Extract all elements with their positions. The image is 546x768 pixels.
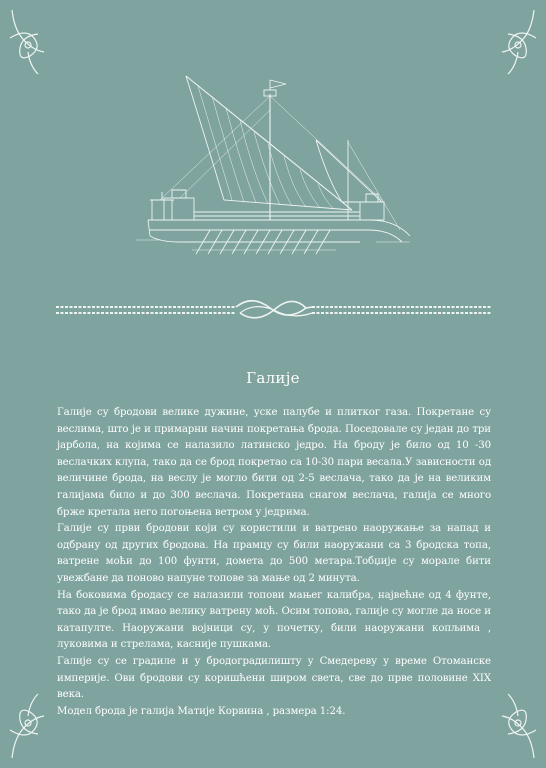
paragraph: Галије су се градиле и у бродоградилишту у Смедереву у време Отоманске империје. Ови бродови су коришћени широм света, све до прве половине XIX века. [57,655,491,701]
page-title: Галије [246,369,300,387]
corner-knot-ornament-top-right [498,8,538,78]
galley-ship-icon [120,70,420,260]
paragraph: Модел брода је галија Матије Корвина , размера 1:24. [57,705,346,717]
corner-knot-ornament-bottom-left [8,690,48,760]
body-text [57,405,491,720]
paragraph: Галије су први бродови који су користили и ватрено наоружање за напад и одбрану од других бродова. На прамцу су били наоружани са 3 бродска топа, ватрене моћи до 100 фунти, домета до 500 метара.Тобџије су морале бити увежбане да поново напуне топове за мање од 2 минута. [57,523,491,584]
corner-knot-ornament-top-left [8,8,48,78]
paragraph: На боковима бродасу се налазили топови мањег калибра, највећне од 4 фунте, тако да је брод имао велику ватрену моћ. Осим топова, галије су могле да носе и катапулте. Наоружани војници су, у почетку, били наоружани копљима , луковима и стрелама, касније пушкама. [57,589,491,651]
paragraph: Галије су бродови велике дужине, уске палубе и плитког газа. Покретане су веслима, што је и примарни начин покретања брода. Поседовале су један до три јарбола, на којима се налазило латинско једро. На броду је било од 10 -30 веслачких клупа, тако да се брод покретао са 10-30 пари весала.У зависности од величине брода, на веслу је могло бити од 2-5 веслача, тако да је на великим галијама било и до 300 веслача. Покретана снагом веслача, галија се много брже кретала него погоњена ветром у једрима. [57,407,491,518]
rope-knot-divider [56,296,492,324]
corner-knot-ornament-bottom-right [498,690,538,760]
